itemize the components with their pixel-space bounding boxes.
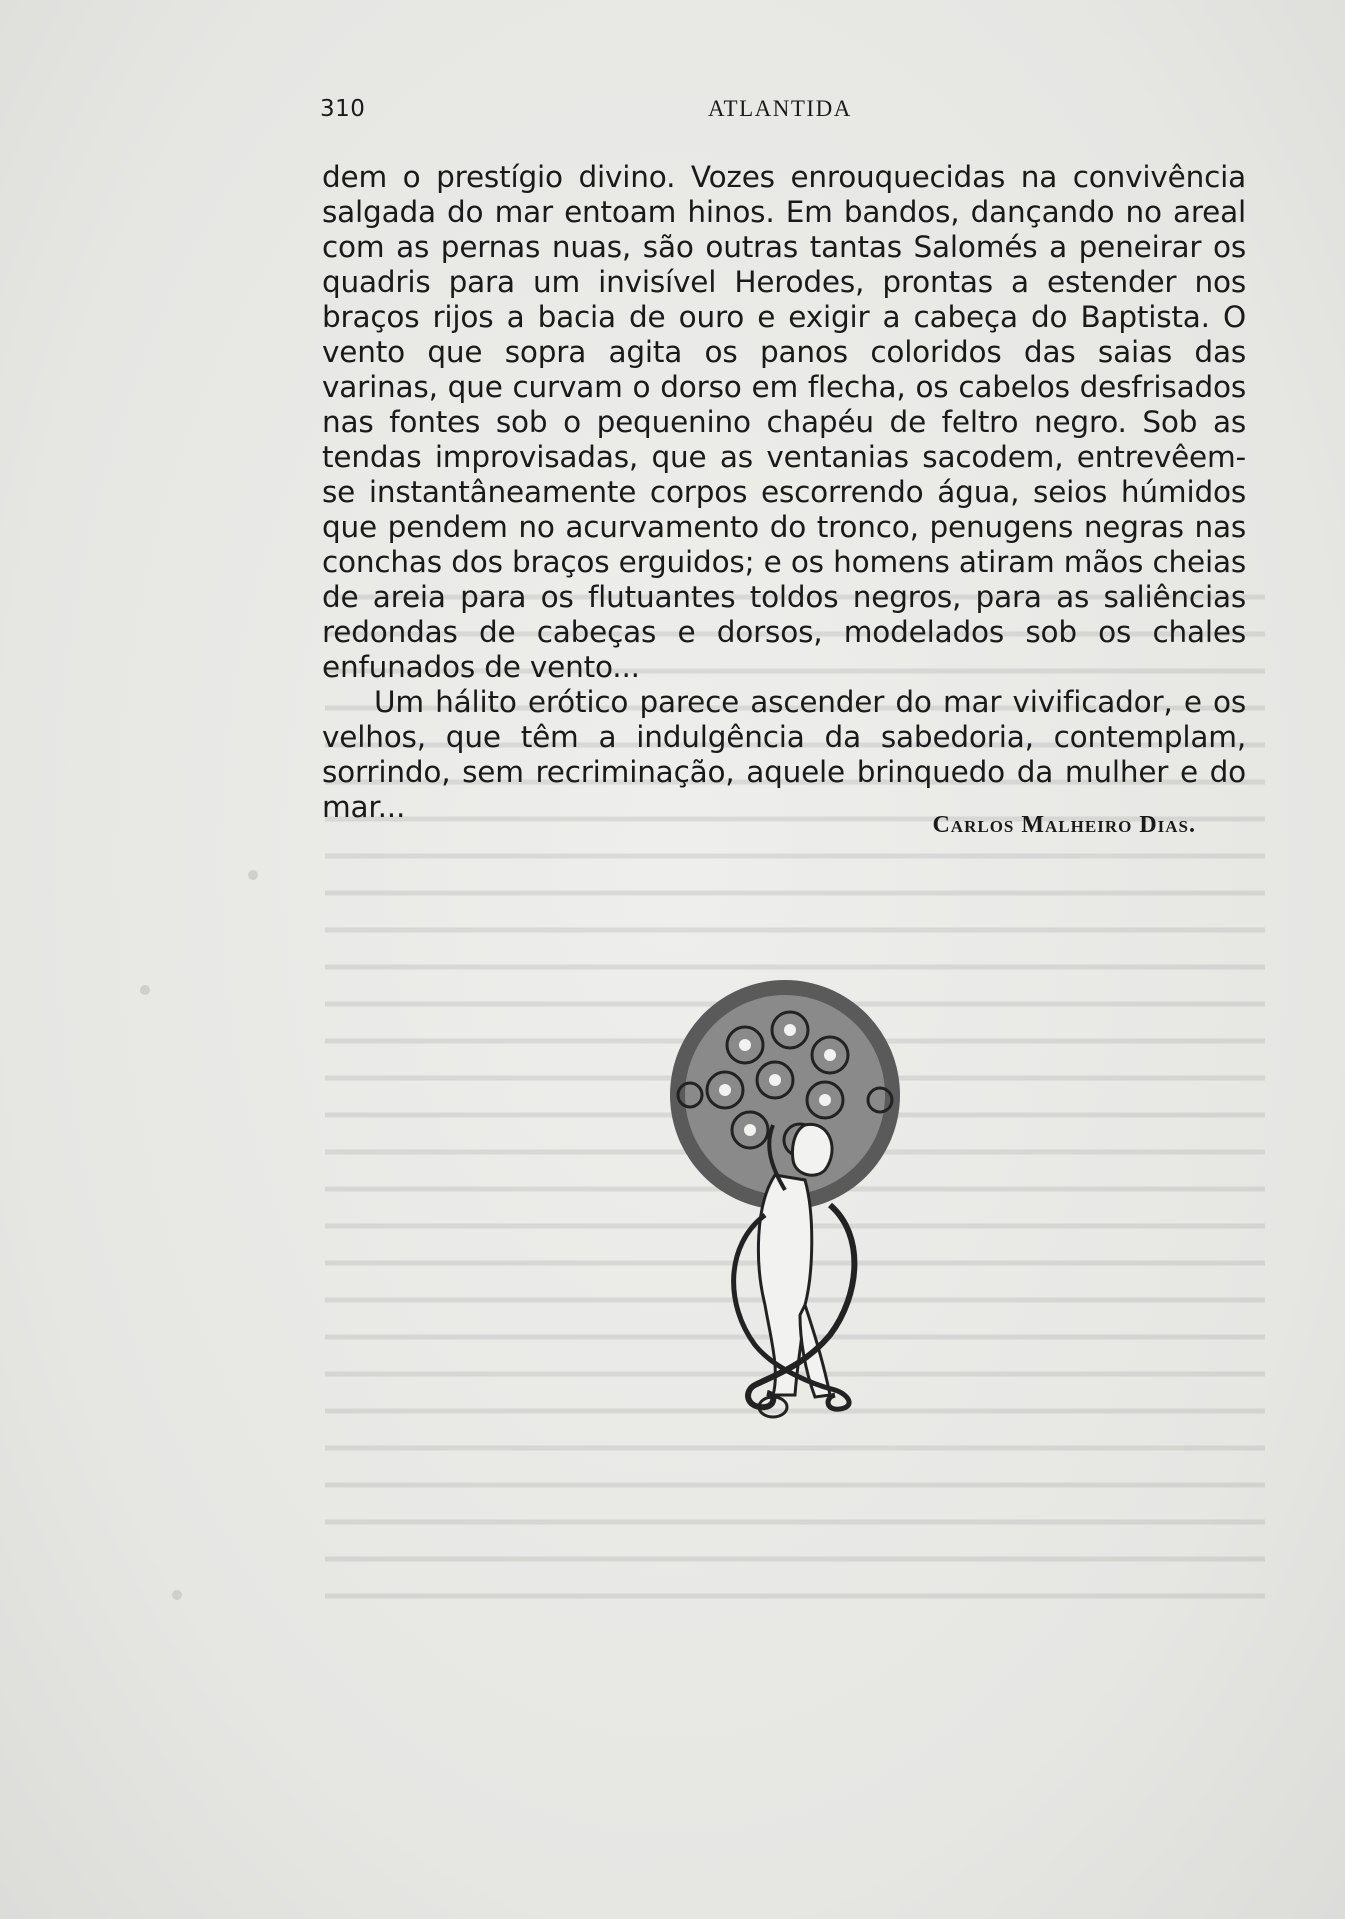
- paragraph-1: dem o prestígio divino. Vozes enrouquecidas na convivência salgada do mar entoam hinos. Em bandos, dançando no areal com as pernas nuas, são outras tantas Salomés a peneirar os quadris para um invisível Herodes, prontas a estender nos braços rijos a bacia de ouro e exigir a cabeça do Baptista. O vento que sopra agita os panos coloridos das saias das varinas, que curvam o dorso em flecha, os cabelos desfrisados nas fontes sob o pequenino chapéu de feltro negro. Sob as tendas improvisadas, que as ventanias sacodem, entrevêem-se instantâneamente corpos escorrendo água, seios húmidos que pendem no acurvamento do tronco, penugens negras nas conchas dos braços erguidos; e os homens atiram mãos cheias de areia para os flutuantes toldos negros, para as saliências redondas de cabeças e dorsos, modelados sob os chales enfunados de vento...: [322, 160, 1246, 684]
- article-body: [322, 160, 1246, 825]
- cherub-holding-flower-wreath-icon: [655, 975, 915, 1420]
- paper-speck: [140, 985, 150, 995]
- author-signature: Carlos Malheiro Dias.: [932, 812, 1196, 838]
- page-number: 310: [320, 96, 366, 122]
- paper-speck: [248, 870, 258, 880]
- paragraph-2: Um hálito erótico parece ascender do mar vivificador, e os velhos, que têm a indulgência da sabedoria, contemplam, sorrindo, sem recriminação, aquele brinquedo da mulher e do mar...: [322, 685, 1246, 824]
- paper-speck: [172, 1590, 182, 1600]
- page-header: [320, 96, 860, 132]
- running-title: ATLANTIDA: [708, 96, 852, 121]
